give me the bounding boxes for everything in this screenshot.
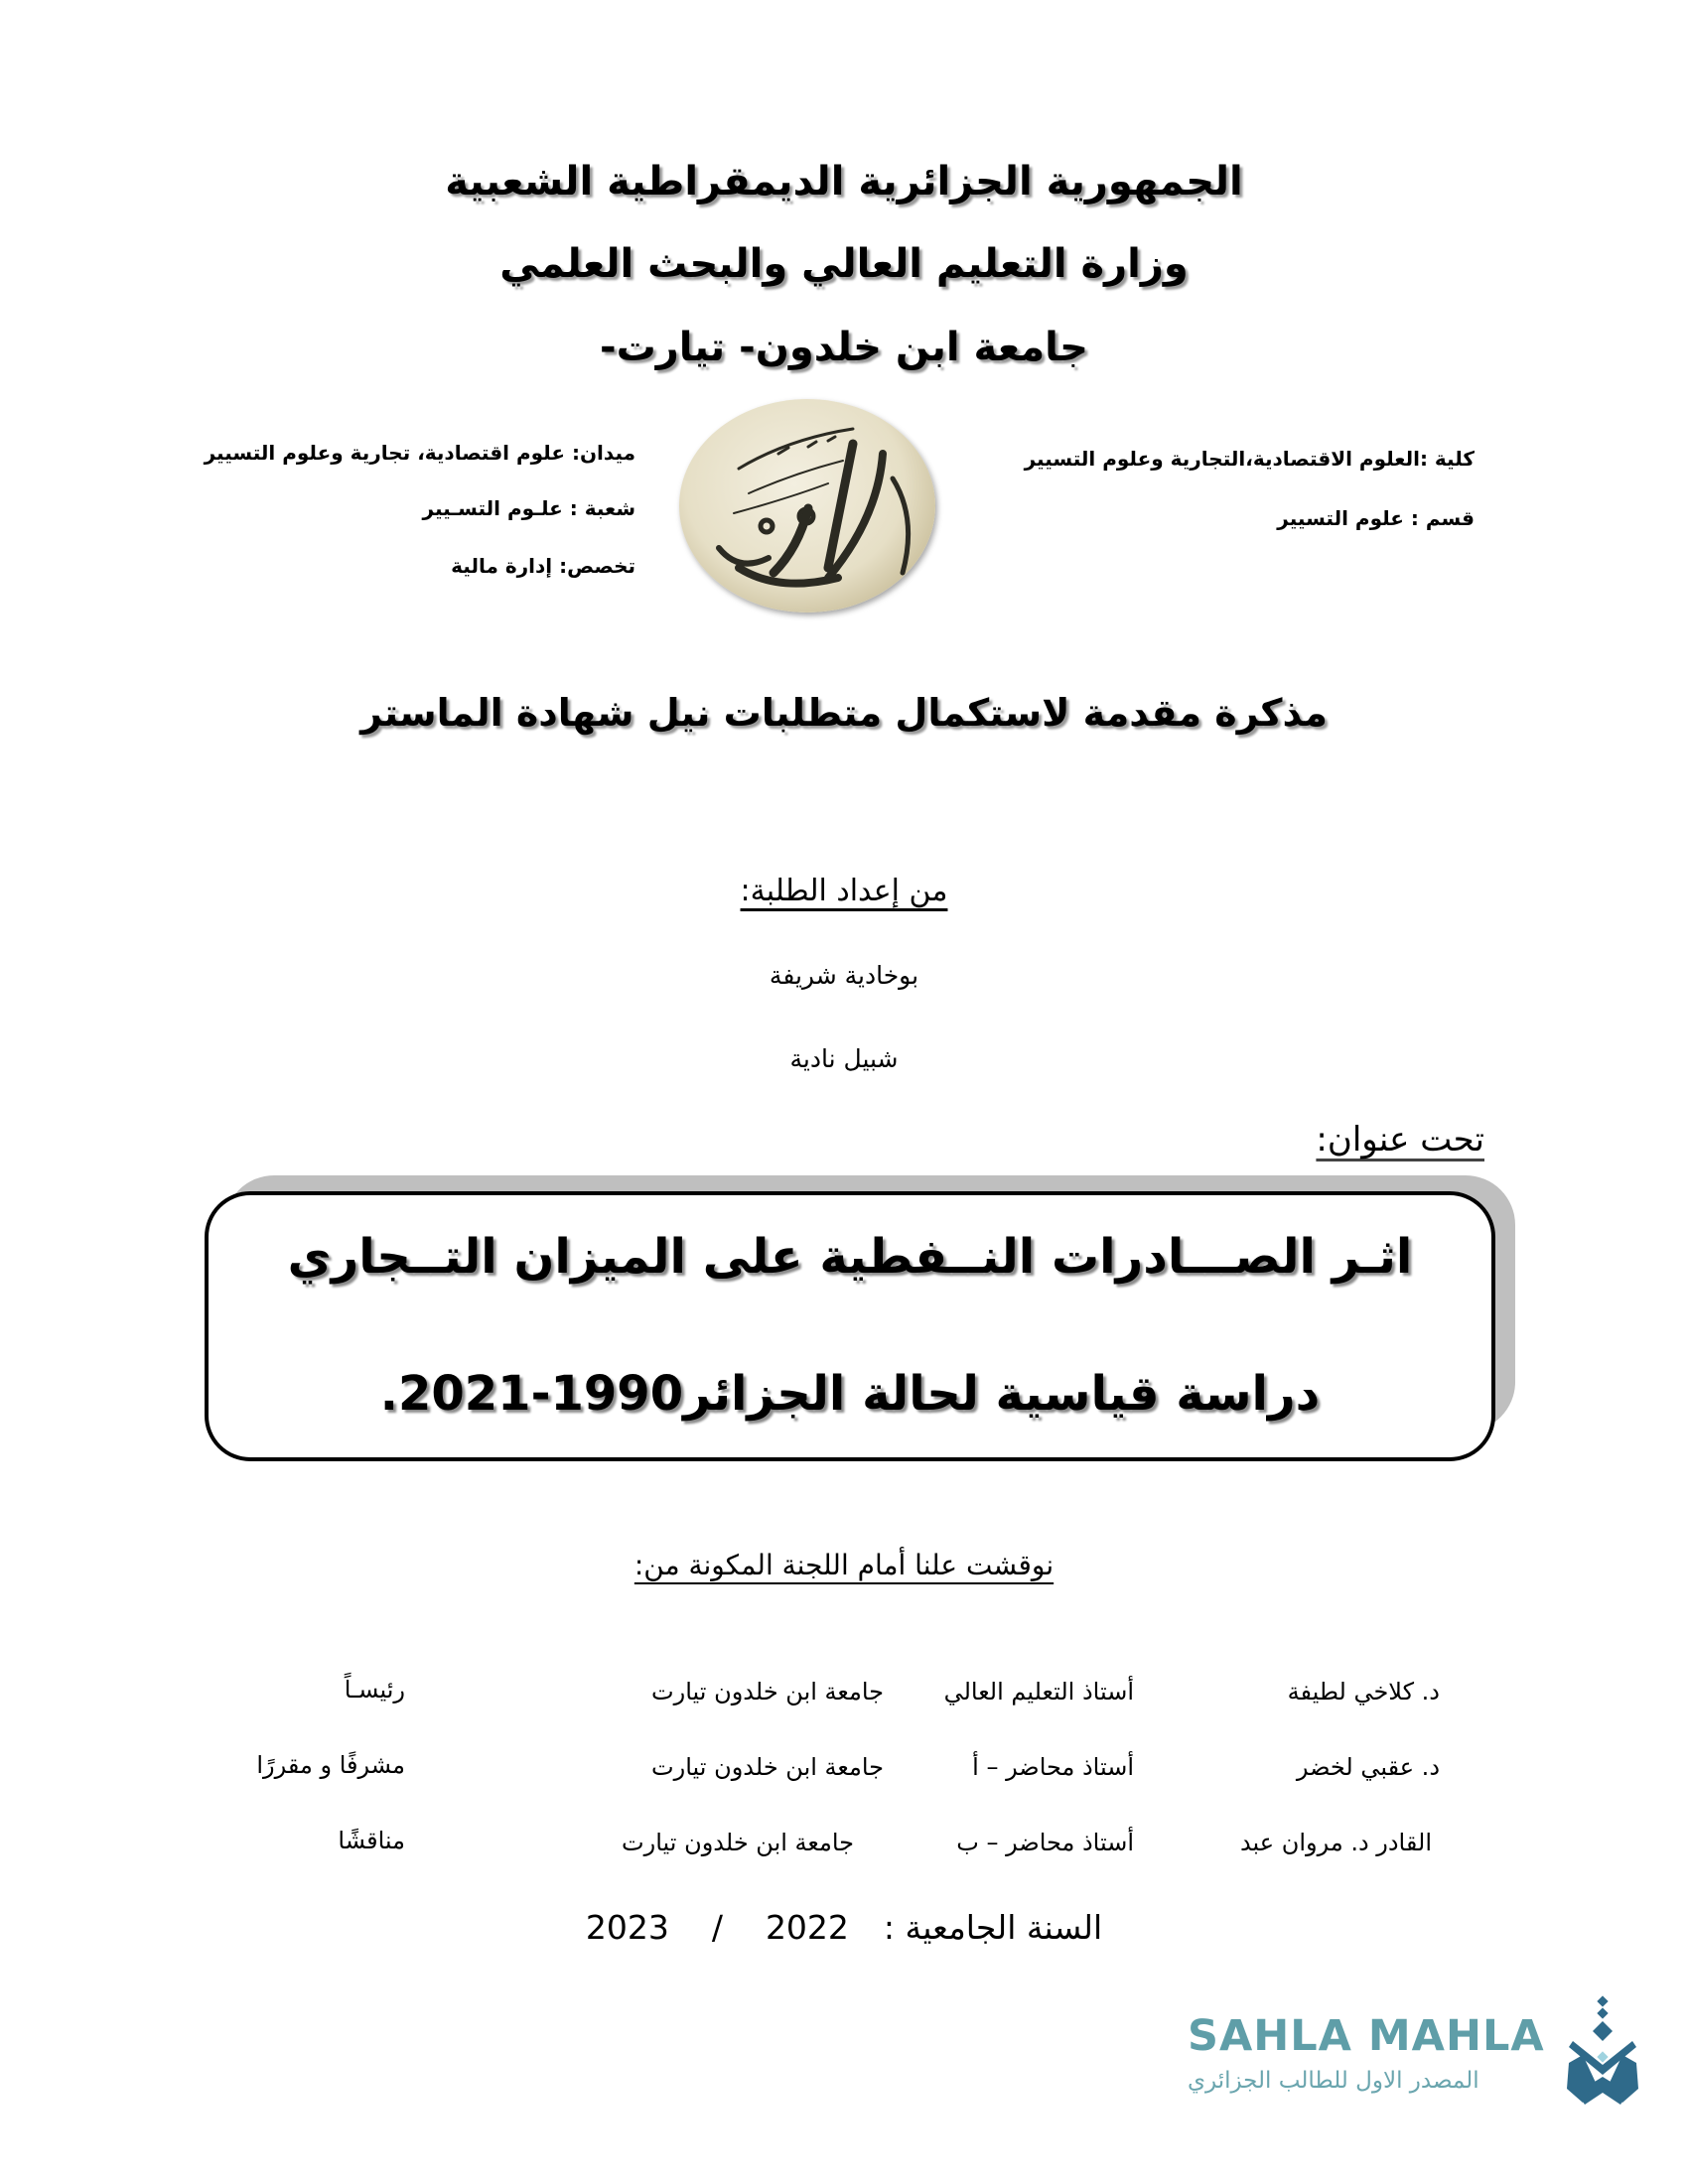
thesis-title-line-2: دراسة قياسية لحالة الجزائر1990-2021. xyxy=(379,1366,1321,1422)
sahla-mahla-logo-icon xyxy=(1563,1993,1642,2113)
academic-year xyxy=(0,1908,1688,1947)
prepared-by-label xyxy=(0,874,1688,908)
member-rank: أستاذ التعليم العالي xyxy=(943,1678,1134,1706)
department-label: قسم : علوم التسيير xyxy=(1277,506,1475,530)
seal-calligraphy xyxy=(679,399,935,613)
member-name: القادر د. مروان عبد xyxy=(1239,1829,1432,1856)
member-role: مناقشًا xyxy=(338,1827,405,1854)
committee-label-text: نوقشت علنا أمام اللجنة المكونة من: xyxy=(633,1549,1055,1581)
thesis-title-line-1: اثـر الصـــادرات النــفطية على الميزان التــجاري xyxy=(287,1229,1413,1285)
thesis-title-label-text: تحت عنوان: xyxy=(1316,1120,1484,1160)
field-label: ميدان: علوم اقتصادية، تجارية وعلوم التسيير xyxy=(204,441,635,465)
academic-year-label: السنة الجامعية : xyxy=(883,1908,1103,1947)
member-name: د. كلاخي لطيفة xyxy=(1287,1678,1440,1706)
year-end: 2023 xyxy=(585,1908,669,1947)
member-university: جامعة ابن خلدون تيارت xyxy=(622,1829,854,1856)
republic-heading: الجمهورية الجزائرية الديمقراطية الشعبية xyxy=(445,159,1243,205)
member-role: مشرفًا و مقررًا xyxy=(256,1751,405,1779)
prepared-by-text: من إعداد الطلبة: xyxy=(740,874,948,908)
student-name-1: بوخادية شريفة xyxy=(769,961,919,990)
student-name-2: شبيل نادية xyxy=(789,1044,899,1073)
member-role: رئيسـاً xyxy=(344,1676,405,1704)
year-separator: / xyxy=(711,1908,723,1947)
member-university: جامعة ابن خلدون تيارت xyxy=(651,1753,884,1781)
branch-label: شعبة : علـوم التسـيير xyxy=(422,496,635,520)
member-rank: أستاذ محاضر – ب xyxy=(956,1829,1134,1856)
faculty-label: كلية :العلوم الاقتصادية،التجارية وعلوم التسيير xyxy=(1024,447,1475,471)
member-university: جامعة ابن خلدون تيارت xyxy=(651,1678,884,1706)
specialty-label: تخصص: إدارة مالية xyxy=(451,554,635,578)
year-start: 2022 xyxy=(765,1908,849,1947)
university-seal-icon xyxy=(679,399,935,613)
committee-label xyxy=(0,1549,1688,1581)
member-name: د. عقبي لخضر xyxy=(1296,1753,1440,1781)
member-rank: أستاذ محاضر – أ xyxy=(972,1753,1134,1781)
degree-subtitle: مذكرة مقدمة لاستكمال متطلبات نيل شهادة الماستر xyxy=(360,691,1328,735)
sahla-mahla-tagline: المصدر الاول للطالب الجزائري xyxy=(1188,2068,1479,2094)
sahla-mahla-brand: SAHLA MAHLA xyxy=(1188,2011,1545,2061)
thesis-title-label xyxy=(1316,1120,1484,1160)
university-heading: جامعة ابن خلدون- تيارت- xyxy=(599,325,1088,370)
ministry-heading: وزارة التعليم العالي والبحث العلمي xyxy=(499,241,1189,287)
